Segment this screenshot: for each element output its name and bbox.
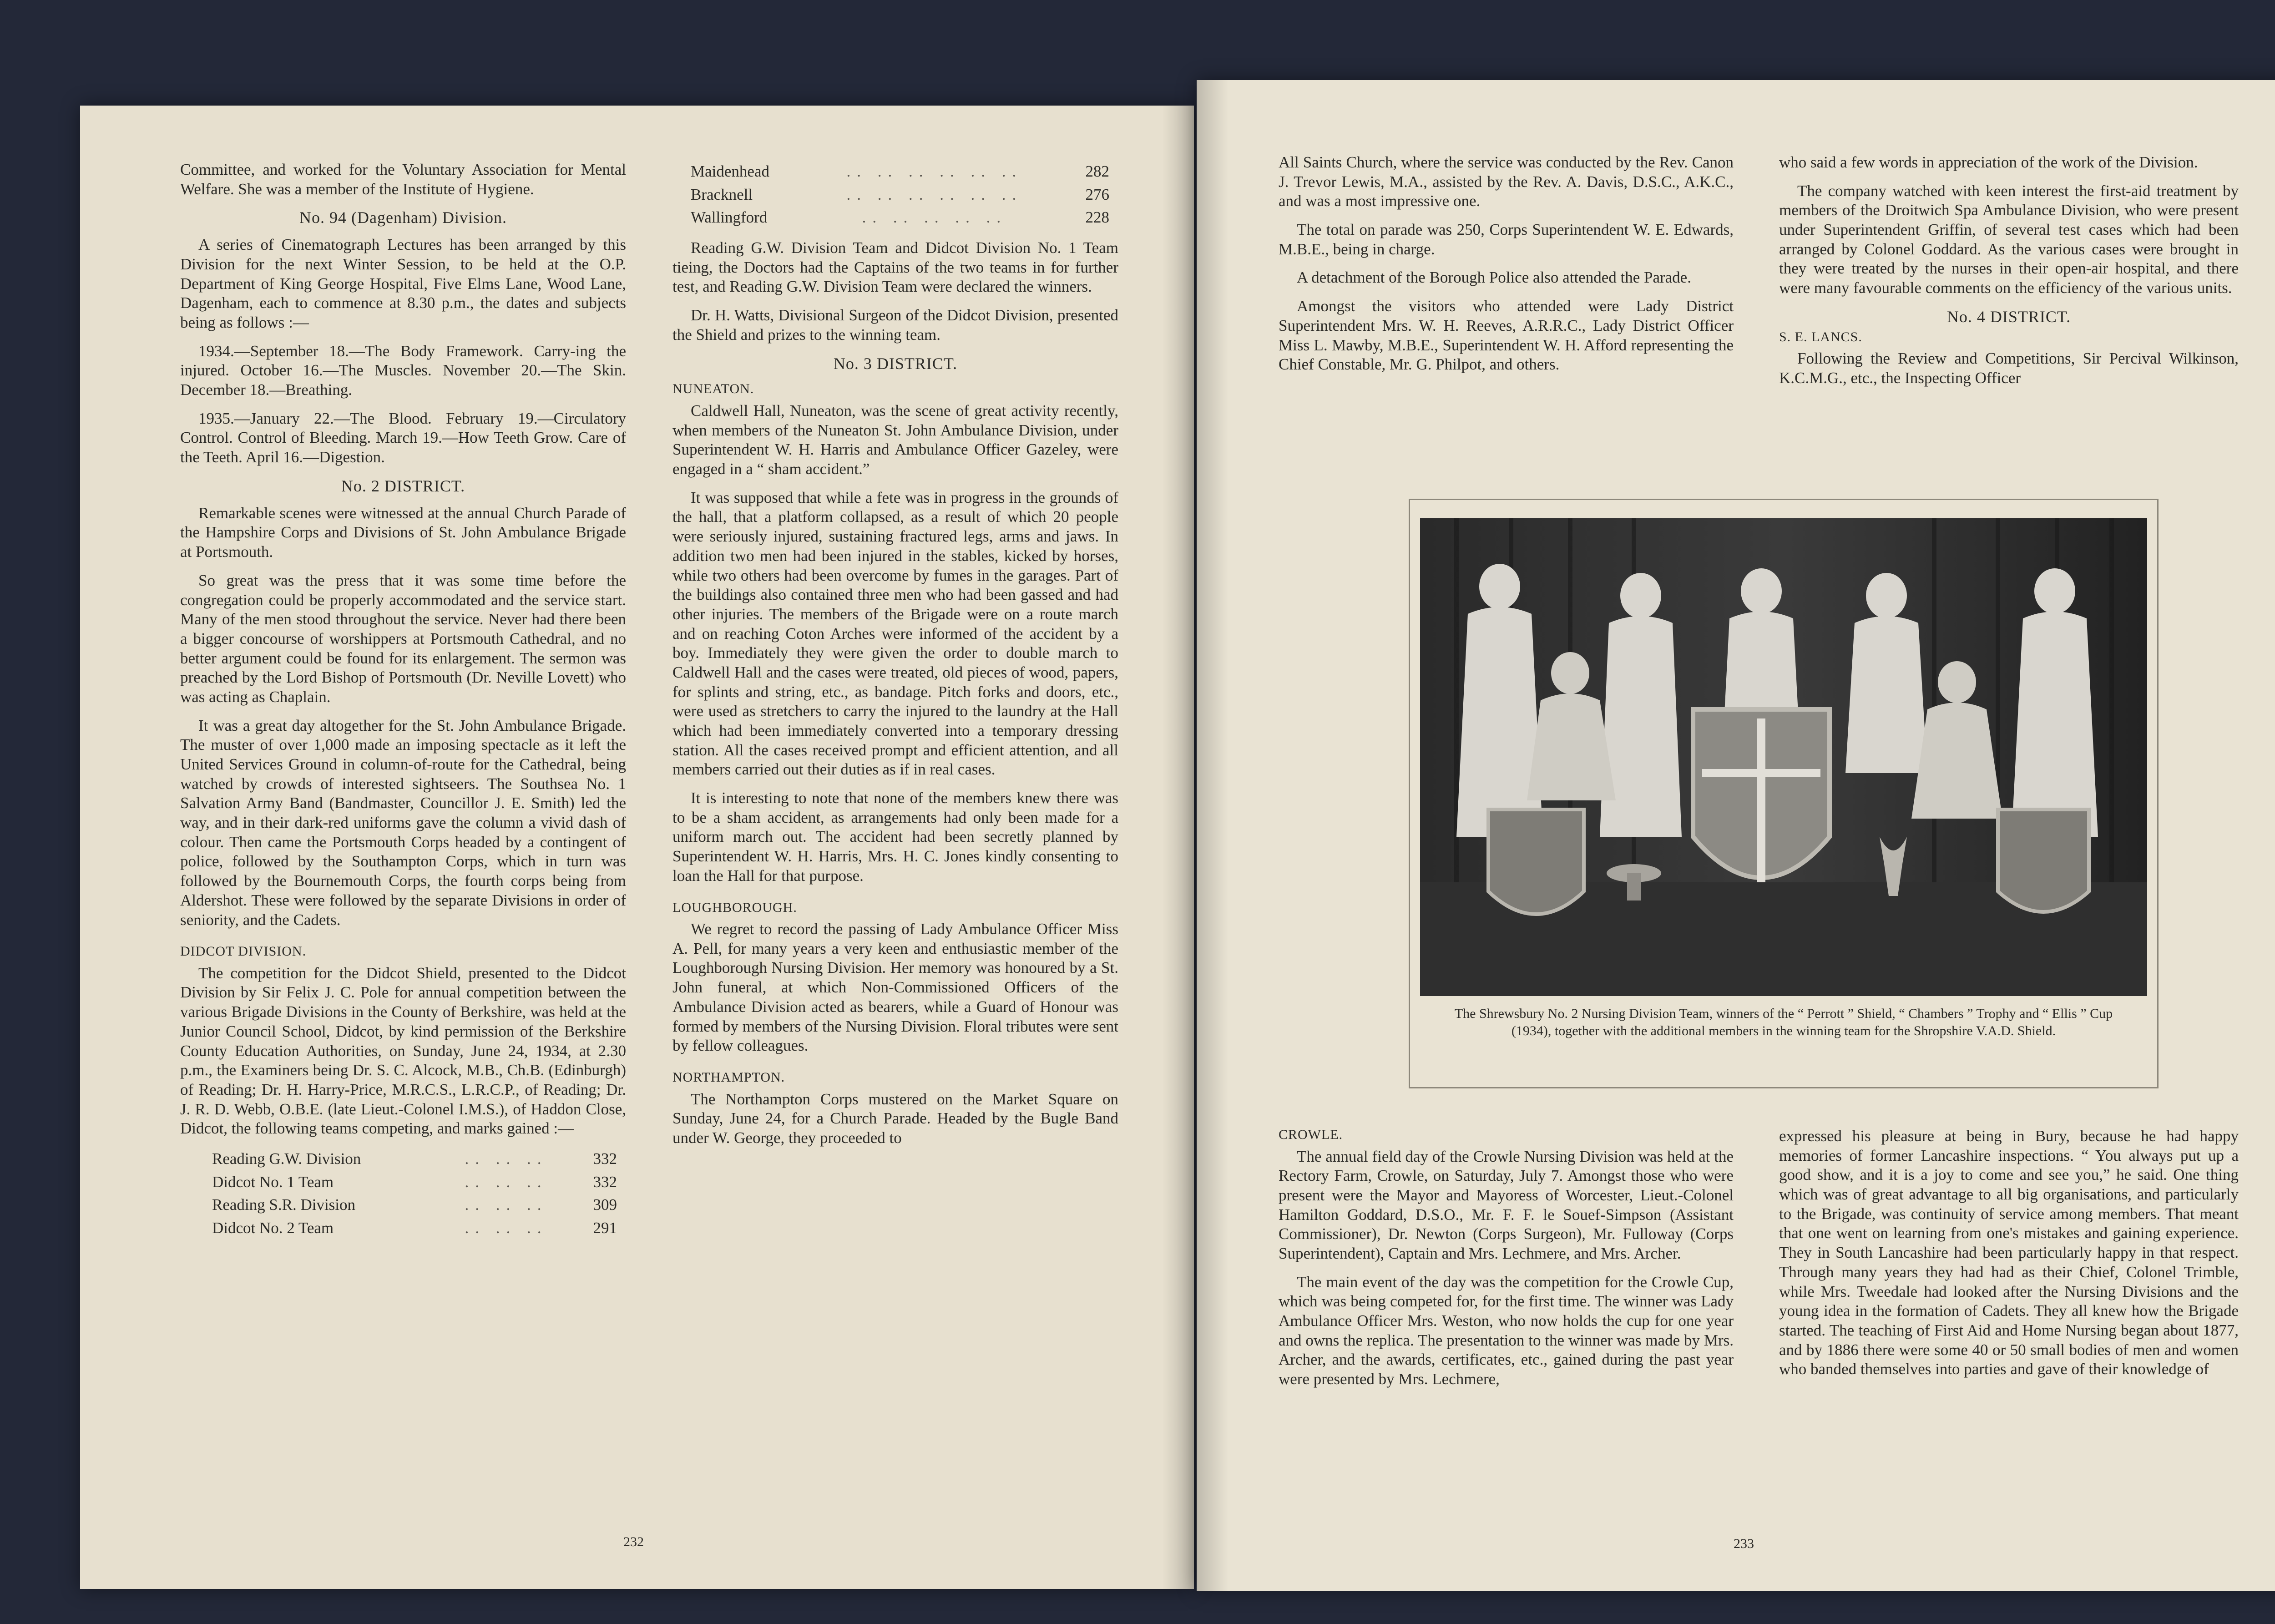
- team-marks: 228: [1085, 208, 1109, 227]
- team-marks: 282: [1085, 162, 1109, 180]
- leader-dots: .. .. .. .. .. ..: [846, 185, 1023, 203]
- section-heading: No. 2 DISTRICT.: [341, 476, 465, 495]
- paragraph: The company watched with keen interest the first-aid treatment by members of the Droitwich Spa Ambulance Division, who were present under Superintendent Griffin, of several test cases which had been arranged by Colonel Goddard. As the various cases were brought in they were treated by the nurses in their open-air hospital, and there were many favourable comments on the efficiency of the various units.: [1779, 182, 2239, 297]
- right-column-1-bottom: [1279, 1127, 1734, 1398]
- team-marks: 309: [593, 1196, 617, 1214]
- table-row: [180, 1217, 626, 1240]
- team-name: Wallingford: [691, 208, 768, 227]
- right-column-2-bottom: [1779, 1127, 2239, 1388]
- left-column-1: [180, 160, 626, 1249]
- team-marks: 291: [593, 1219, 617, 1237]
- paragraph: The total on parade was 250, Corps Superintendent W. E. Edwards, M.B.E., being in charge.: [1279, 221, 1734, 258]
- subsection-heading: NUNEATON.: [672, 381, 754, 397]
- table-row: [672, 183, 1118, 207]
- table-row: [672, 206, 1118, 229]
- team-photograph: [1420, 518, 2147, 996]
- gutter-shadow: [1197, 80, 1228, 1591]
- paragraph: Following the Review and Competitions, Sir Percival Wilkinson, K.C.M.G., etc., the Inspecting Officer: [1779, 349, 2239, 387]
- leader-dots: .. .. ..: [465, 1173, 548, 1191]
- section-heading: No. 94 (Dagenham) Division.: [299, 208, 507, 227]
- photo-caption: The Shrewsbury No. 2 Nursing Division Team, winners of the “ Perrott ” Shield, “ Chambers ” Trophy and “ Ellis ” Cup (1934), together with the additional members in the winning team for the Shropshire V.A.D. Shield.: [1454, 1006, 2113, 1038]
- table-row: [180, 1148, 626, 1171]
- paragraph: Caldwell Hall, Nuneaton, was the scene of great activity recently, when members of the Nuneaton St. John Ambulance Division, under Superintendent W. H. Harris and Ambulance Officer Gazeley, were engaged in a “ sham accident.”: [672, 402, 1118, 478]
- team-name: Didcot No. 2 Team: [212, 1219, 334, 1237]
- paragraph: So great was the press that it was some time before the congregation could be properly accommodated and the service start. Many of the men stood throughout the service. Never had there been a bigger concourse of worshippers at Portsmouth Cathedral, and no better argument could be found for its enlargement. The sermon was preached by the Lord Bishop of Portsmouth (Dr. Neville Lovett) who was acting as Chaplain.: [180, 571, 626, 706]
- leader-dots: .. .. .. .. .. ..: [846, 162, 1023, 180]
- subsection-heading: NORTHAMPTON.: [672, 1069, 785, 1085]
- page-number: 232: [623, 1534, 644, 1549]
- right-page: [1197, 80, 2275, 1591]
- paragraph: It was a great day altogether for the St. John Ambulance Brigade. The muster of over 1,000 made an imposing spectacle as it left the United Services Ground in column-of-route for the Cathedral, being watched by crowds of interested sightseers. The Southsea No. 1 Salvation Army Band (Bandmaster, Councillor J. E. Smith) led the way, and in their dark-red uniforms gave the column a vivid dash of colour. Then came the Portsmouth Corps headed by a contingent of police, followed by the Southampton Corps, which in turn was followed by the Bournemouth Corps, the fourth corps being from Aldershot. These were followed by the separate Divisions in order of seniority, and the Cadets.: [180, 716, 626, 929]
- paragraph: who said a few words in appreciation of the work of the Division.: [1779, 153, 2198, 171]
- paragraph: The annual field day of the Crowle Nursing Division was held at the Rectory Farm, Crowle, on Saturday, July 7. Amongst those who were present were the Mayor and Mayoress of Worcester, Lieut.-Colonel Hamilton Goddard, D.S.O., Mr. F. F. le Souef-Simpson (Assistant Commissioner), Dr. Newton (Corps Surgeon), Mr. Fulloway (Corps Superintendent), Captain and Mrs. Lechmere, and Mrs. Archer.: [1279, 1147, 1734, 1263]
- paragraph: 1935.—January 22.—The Blood. February 19.—Circulatory Control. Control of Bleeding. March 19.—How Teeth Grow. Care of the Teeth. April 16.—Digestion.: [180, 409, 626, 466]
- leader-dots: .. .. ..: [465, 1149, 548, 1168]
- team-marks: 276: [1085, 185, 1109, 203]
- team-name: Bracknell: [691, 185, 753, 203]
- right-column-1-top: [1279, 153, 1734, 384]
- left-page: [80, 106, 1194, 1589]
- paragraph: The main event of the day was the competition for the Crowle Cup, which was being competed for, for the first time. The winner was Lady Ambulance Officer Mrs. Weston, who now holds the cup for one year and owns the replica. The presentation to the winner was made by Mrs. Archer, and the awards, certificates, etc., gained during the past year were presented by Mrs. Lechmere,: [1279, 1273, 1734, 1388]
- right-column-2-top: [1779, 153, 2239, 397]
- team-marks: 332: [593, 1173, 617, 1191]
- team-name: Reading S.R. Division: [212, 1196, 356, 1214]
- paragraph: 1934.—September 18.—The Body Framework. Carry-ing the injured. October 16.—The Muscles. November 20.—The Skin. December 18.—Breathing.: [180, 342, 626, 399]
- page-number: 233: [1734, 1536, 1754, 1551]
- paragraph: Reading G.W. Division Team and Didcot Division No. 1 Team tieing, the Doctors had the Captains of the two teams in for further test, and Reading G.W. Division Team were declared the winners.: [672, 239, 1118, 296]
- score-table: [180, 1148, 626, 1240]
- paragraph: It is interesting to note that none of the members knew there was to be a sham accident, as arrangements had only been made for a uniform march out. The accident had been secretly planned by Superintendent W. H. Harris, Mrs. H. C. Jones kindly consenting to loan the Hall for that purpose.: [672, 789, 1118, 885]
- leader-dots: .. .. ..: [465, 1219, 548, 1237]
- team-name: Maidenhead: [691, 162, 769, 180]
- table-row: [672, 160, 1118, 183]
- team-name: Reading G.W. Division: [212, 1149, 361, 1168]
- paragraph: We regret to record the passing of Lady Ambulance Officer Miss A. Pell, for many years a very keen and enthusiastic member of the Loughborough Nursing Division. Her memory was honoured by a St. John funeral, at which Non-Commissioned Officers of the Ambulance Division acted as bearers, while a Guard of Honour was formed by members of the Nursing Division. Floral tributes were sent by fellow colleagues.: [672, 920, 1118, 1055]
- leader-dots: .. .. ..: [465, 1196, 548, 1214]
- paragraph: Remarkable scenes were witnessed at the annual Church Parade of the Hampshire Corps and Divisions of St. John Ambulance Brigade at Portsmouth.: [180, 504, 626, 561]
- section-heading: No. 3 DISTRICT.: [833, 354, 958, 373]
- photo-illustration: [1420, 518, 2147, 996]
- team-name: Didcot No. 1 Team: [212, 1173, 334, 1191]
- leader-dots: .. .. .. .. ..: [862, 208, 1007, 227]
- gutter-shadow: [1162, 106, 1194, 1589]
- paragraph: A series of Cinematograph Lectures has been arranged by this Division for the next Winter Session, to be held at the O.P. Department of King George Hospital, Five Elms Lane, Wood Lane, Dagenham, each to commence at 8.30 p.m., the dates and subjects being as follows :—: [180, 236, 626, 332]
- table-row: [180, 1171, 626, 1194]
- subsection-heading: CROWLE.: [1279, 1127, 1343, 1142]
- paragraph: All Saints Church, where the service was conducted by the Rev. Canon J. Trevor Lewis, M.A., assisted by the Rev. A. Davis, D.S.C., A.K.C., and was a most impressive one.: [1279, 153, 1734, 210]
- subsection-heading: S. E. LANCS.: [1779, 329, 1862, 344]
- paragraph: The Northampton Corps mustered on the Market Square on Sunday, June 24, for a Church Parade. Headed by the Bugle Band under W. George, they proceeded to: [672, 1090, 1118, 1147]
- paragraph: expressed his pleasure at being in Bury, because he had happy memories of former Lancashire inspections. “ You always put up a good show, and it is a joy to come and see you,” he said. One thing which was of great advantage to all big organisations, and particularly to the Brigade, was continuity of service among members. That meant that one went on learning from one's mistakes and gaining experience. They in South Lancashire had been particularly happy in that respect. Through many years they had had as their Chief, Colonel Trimble, while Mrs. Tweedale had looked after the Nursing Divisions and the young idea in the formation of Cadets. They all knew how the Brigade started. The teaching of First Aid and Home Nursing began about 1877, and by 1886 there were some 40 or 50 small bodies of men and women who banded themselves into parties and gave of their knowledge of: [1779, 1127, 2239, 1378]
- subsection-heading: DIDCOT DIVISION.: [180, 944, 307, 959]
- photo-figure: [1409, 499, 2159, 1088]
- paragraph: Amongst the visitors who attended were Lady District Superintendent Mrs. W. H. Reeves, A.R.R.C., Lady District Officer Miss L. Mawby, M.B.E., Superintendent W. H. Afford representing the Chief Constable, Mr. G. Philpot, and others.: [1279, 297, 1734, 374]
- paragraph: Dr. H. Watts, Divisional Surgeon of the Didcot Division, presented the Shield and prizes to the winning team.: [672, 306, 1118, 344]
- score-table-continued: [672, 160, 1118, 229]
- paragraph: Committee, and worked for the Voluntary Association for Mental Welfare. She was a member of the Institute of Hygiene.: [180, 161, 626, 198]
- left-column-2: [672, 160, 1118, 1157]
- table-row: [180, 1194, 626, 1217]
- team-marks: 332: [593, 1149, 617, 1168]
- paragraph: The competition for the Didcot Shield, presented to the Didcot Division by Sir Felix J. C. Pole for annual competition between the various Brigade Divisions in the County of Berkshire, was held at the Junior Council School, Didcot, by kind permission of the Berkshire County Education Authorities, on Sunday, June 24, 1934, at 2.30 p.m., the Examiners being Dr. S. C. Alcock, M.B., Ch.B. (Edinburgh) of Reading; Dr. H. Harry-Price, M.R.C.S., L.R.C.P., of Reading; Dr. J. R. D. Webb, O.B.E. (late Lieut.-Colonel I.M.S.), of Haddon Close, Didcot, the following teams competing, and marks gained :—: [180, 964, 626, 1138]
- paragraph: A detachment of the Borough Police also attended the Parade.: [1297, 268, 1691, 287]
- section-heading: No. 4 DISTRICT.: [1946, 307, 2071, 326]
- paragraph: It was supposed that while a fete was in progress in the grounds of the hall, that a platform collapsed, as a result of which 20 people were seriously injured, sustaining fractured legs, arms and jaws. In addition two men had been injured in the stables, kicked by horses, while two others had been overcome by fumes in the garages. Part of the buildings also contained three men who had been gassed and had other injuries. The members of the Brigade were on a route march and on reaching Coton Arches were informed of the accident by a boy. Immediately they were given the order to double march to Caldwell Hall and the cases were treated, old pieces of wood, papers, for splints and string, etc., as bandage. Pitch forks and doors, etc., were used as stretchers to carry the injured to the laundry at the Hall which had been immediately converted into a temporary dressing station. All the cases received prompt and efficient attention, and all members carried out their duties as if in real cases.: [672, 488, 1118, 779]
- subsection-heading: LOUGHBOROUGH.: [672, 900, 797, 915]
